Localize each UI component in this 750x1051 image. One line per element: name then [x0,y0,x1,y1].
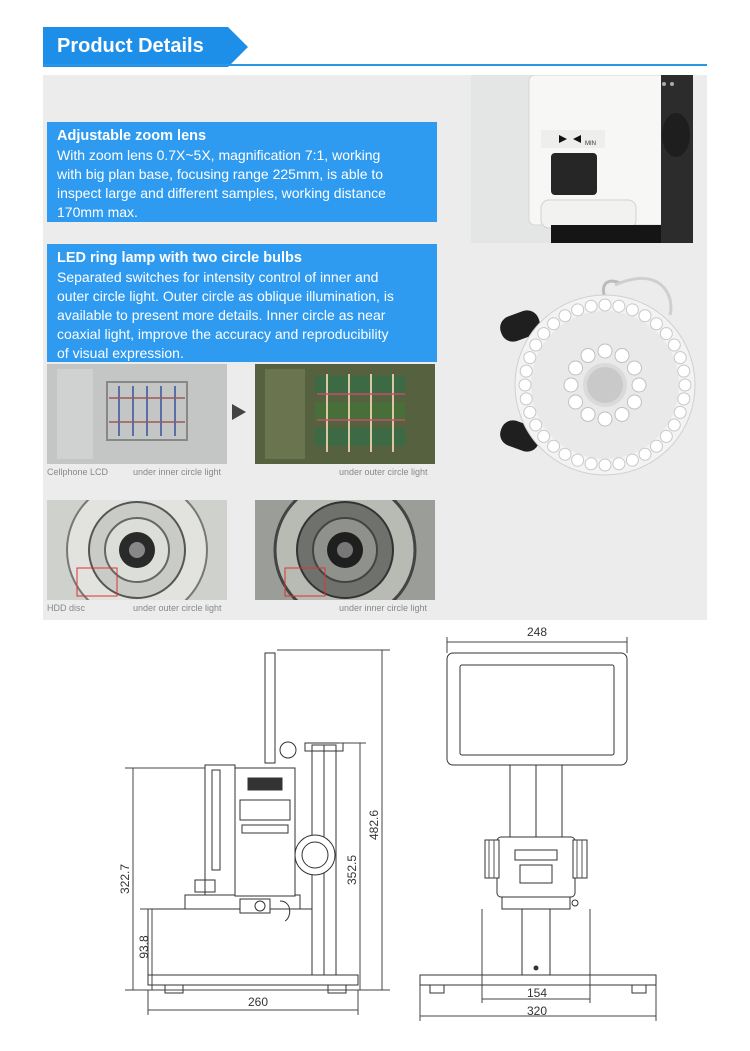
outer-led-bulb [626,454,638,466]
feature-title: Adjustable zoom lens [57,128,207,144]
outer-led-bulb [668,419,680,431]
feature-title: LED ring lamp with two circle bulbs [57,250,302,266]
caption-inner-light: under inner circle light [133,467,222,477]
outer-led-bulb [538,430,550,442]
side-view-drawing [118,650,390,1015]
feature-zoom-lens [47,122,437,222]
outer-led-bulb [548,440,560,452]
outer-led-bulb [520,365,532,377]
caption-hdd-disc: HDD disc [47,603,86,613]
dimension-drawings [0,625,750,1046]
dim-column-height: 352.5 [345,854,359,886]
outer-led-bulb [585,300,597,312]
inner-led-bulb [598,344,612,358]
lcd-sample-image [47,364,227,464]
outer-led-bulb [613,300,625,312]
outer-led-bulb [678,365,690,377]
led-ring-photo [470,255,698,495]
inner-led-bulb [627,361,641,375]
outer-led-bulb [650,440,662,452]
outer-led-bulb [674,352,686,364]
outer-led-bulb [520,393,532,405]
caption-cellphone-lcd: Cellphone LCD [47,467,109,477]
outer-led-bulb [530,339,542,351]
inner-led-bulb [564,378,578,392]
dim-front-base-width: 320 [526,1004,548,1018]
outer-led-bulb [679,379,691,391]
page-title: Product Details [57,35,204,57]
dim-foot-span: 154 [526,986,548,1000]
inner-led-bulb [569,361,583,375]
dim-body-height: 322.7 [118,863,132,895]
outer-led-bulb [572,304,584,316]
outer-led-bulb [674,406,686,418]
hdd-sample-image [47,500,227,600]
inner-led-bulb [569,395,583,409]
outer-led-bulb [650,318,662,330]
outer-led-bulb [639,310,651,322]
outer-led-bulb [538,328,550,340]
outer-led-bulb [559,448,571,460]
outer-led-bulb [524,352,536,364]
feature-text-line: available to present more details. Inner circle as near [57,307,386,323]
dim-screen-width: 248 [526,625,548,639]
outer-led-bulb [678,393,690,405]
inner-led-bulb [632,378,646,392]
outer-led-bulb [660,328,672,340]
outer-led-bulb [660,430,672,442]
feature-text-line: Separated switches for intensity control of inner and [57,269,379,285]
outer-led-bulb [548,318,560,330]
feature-text-line: inspect large and different samples, working distance [57,185,386,201]
header-divider [43,64,707,66]
zoom-lens-photo [471,75,693,243]
dim-base-height: 93.8 [137,935,151,959]
outer-led-bulb [599,459,611,471]
feature-text-line: with big plan base, focusing range 225mm, is able to [57,166,384,182]
feature-text-line: 170mm max. [57,204,138,220]
front-view-drawing [420,625,656,1021]
dim-total-height: 482.6 [367,809,381,841]
feature-text-line: coaxial light, improve the accuracy and reproducibility [57,326,389,342]
inner-led-bulb [627,395,641,409]
inner-led-bulb [615,407,629,421]
inner-led-bulb [615,349,629,363]
caption-outer-light: under outer circle light [133,603,222,613]
outer-led-bulb [530,419,542,431]
feature-led-ring [47,244,437,362]
outer-led-bulb [572,454,584,466]
inner-led-bulb [581,407,595,421]
hdd-inner-light-image [255,500,435,600]
arrow-right-icon [232,404,246,420]
section-header [43,27,248,67]
outer-led-bulb [519,379,531,391]
caption-inner-light: under inner circle light [339,603,428,613]
outer-led-bulb [524,406,536,418]
zoom-min-label: MIN [585,141,596,147]
feature-text-line: of visual expression. [57,345,184,361]
dim-base-width: 260 [247,995,269,1009]
feature-text-line: outer circle light. Outer circle as oblique illumination, is [57,288,394,304]
outer-led-bulb [599,299,611,311]
outer-led-bulb [626,304,638,316]
feature-text-line: With zoom lens 0.7X~5X, magnification 7:1, working [57,147,381,163]
inner-led-bulb [581,349,595,363]
outer-led-bulb [639,448,651,460]
outer-led-bulb [559,310,571,322]
caption-outer-light: under outer circle light [339,467,428,477]
outer-led-bulb [668,339,680,351]
lcd-outer-light-image [255,364,435,464]
inner-led-bulb [598,412,612,426]
outer-led-bulb [613,458,625,470]
outer-led-bulb [585,458,597,470]
